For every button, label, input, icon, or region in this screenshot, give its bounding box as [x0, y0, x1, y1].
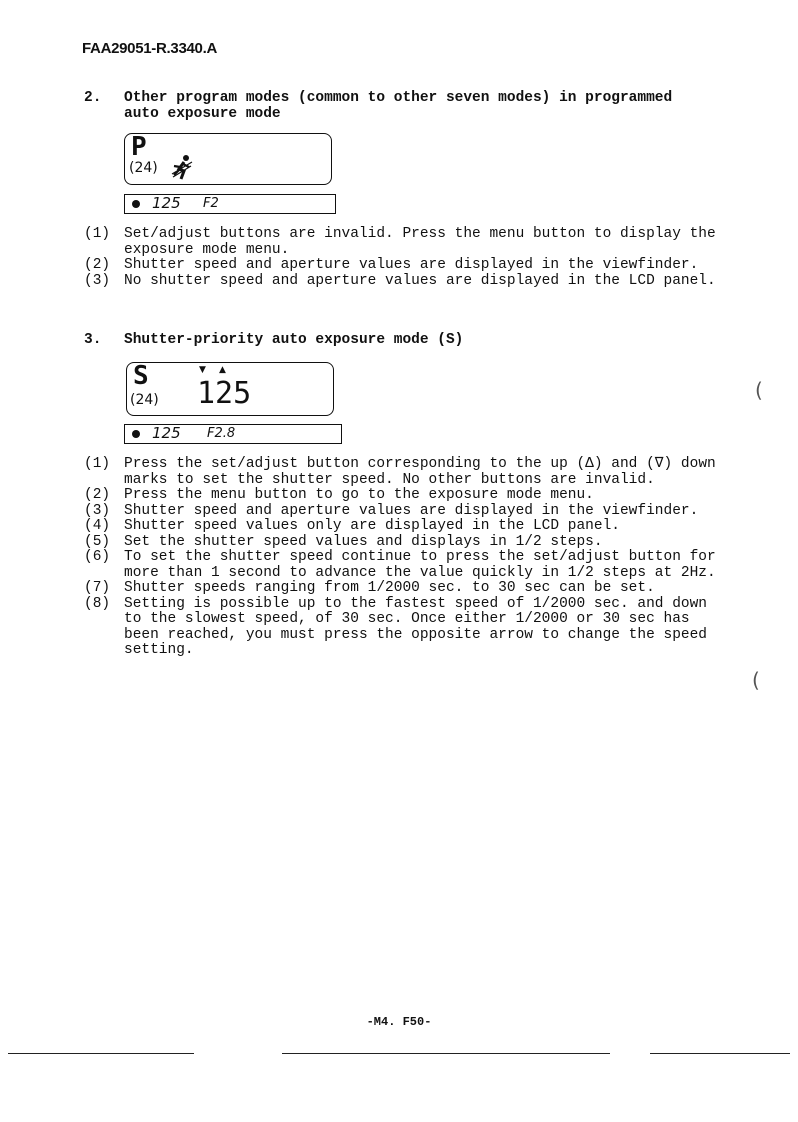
document-id: FAA29051-R.3340.A	[82, 40, 217, 57]
item-number: (1)	[84, 456, 111, 472]
list-item	[84, 227, 724, 258]
margin-hole-mark: (	[755, 378, 763, 402]
section-3-heading	[84, 332, 684, 348]
item-text: Shutter speed and aperture values are displayed in the viewfinder.	[124, 257, 699, 273]
up-mark-icon: ▲	[219, 365, 226, 375]
list-item	[84, 535, 724, 551]
section-number: 3.	[84, 332, 102, 348]
margin-hole-mark: (	[752, 668, 760, 692]
footer-rule-right	[650, 1053, 790, 1054]
mode-letter: S	[133, 361, 149, 391]
list-item	[84, 597, 724, 659]
section-3	[84, 332, 684, 348]
item-number: (4)	[84, 518, 111, 534]
focus-indicator-dot	[132, 200, 140, 208]
down-mark-icon: ▼	[199, 365, 206, 375]
section-title: Other program modes (common to other seven modes) in programmed auto exposure mode	[124, 90, 673, 122]
running-person-icon	[171, 154, 193, 180]
item-text: Press the menu button to go to the exposure mode menu.	[124, 487, 594, 503]
item-text: Shutter speeds ranging from 1/2000 sec. to 30 sec can be set.	[124, 580, 655, 596]
focus-indicator-dot	[132, 430, 140, 438]
item-number: (1)	[84, 226, 111, 242]
section-2	[84, 90, 684, 122]
item-text: Setting is possible up to the fastest speed of 1/2000 sec. and down to the slowest speed, of 30 sec. Once either 1/2000 or 30 sec has been reached, you must press the opposite arrow to change the speed setting.	[124, 595, 707, 658]
list-item	[84, 488, 724, 504]
page-footer: -M4. F50-	[366, 1015, 432, 1029]
viewfinder-shutter: 125	[152, 194, 181, 212]
list-item	[84, 274, 724, 290]
item-text: Press the set/adjust button corresponding to the up (Δ) and (∇) down marks to set the shutter speed. No other buttons are invalid.	[124, 456, 716, 488]
list-item	[84, 519, 724, 535]
section-2-items	[84, 227, 724, 289]
item-number: (8)	[84, 595, 111, 612]
viewfinder-display-shutter-priority	[124, 424, 342, 444]
frame-counter: (24)	[130, 392, 159, 408]
item-number: (2)	[84, 487, 111, 503]
item-number: (2)	[84, 257, 111, 273]
list-item	[84, 457, 724, 488]
section-2-list	[84, 227, 724, 289]
lcd-panel-program	[124, 133, 332, 185]
item-text: Shutter speed values only are displayed in the LCD panel.	[124, 518, 620, 534]
item-number: (3)	[84, 272, 111, 289]
item-number: (5)	[84, 533, 111, 550]
item-text: Set the shutter speed values and displays in 1/2 steps.	[124, 533, 603, 550]
item-text: No shutter speed and aperture values are displayed in the LCD panel.	[124, 272, 716, 289]
list-item	[84, 258, 724, 274]
frame-counter: (24)	[129, 160, 158, 176]
item-number: (6)	[84, 549, 111, 565]
list-item	[84, 504, 724, 520]
viewfinder-shutter: 125	[152, 424, 181, 442]
lcd-panel-shutter-priority	[126, 362, 334, 416]
footer-rule-left	[8, 1053, 194, 1054]
item-text: Shutter speed and aperture values are displayed in the viewfinder.	[124, 502, 699, 519]
viewfinder-aperture: F2	[203, 196, 219, 211]
item-number: (3)	[84, 502, 111, 519]
item-text: To set the shutter speed continue to press the set/adjust button for more than 1 second to advance the value quickly in 1/2 steps at 2Hz.	[124, 549, 716, 581]
section-title: Shutter-priority auto exposure mode (S)	[124, 332, 464, 348]
section-2-heading	[84, 90, 684, 122]
mode-letter: P	[131, 132, 147, 162]
viewfinder-aperture: F2.8	[207, 426, 236, 441]
lcd-shutter-speed: 125	[197, 376, 252, 411]
section-3-list	[84, 457, 724, 659]
viewfinder-display-program	[124, 194, 336, 214]
section-number: 2.	[84, 90, 102, 106]
list-item	[84, 581, 724, 597]
item-number: (7)	[84, 580, 111, 596]
footer-rule-center	[282, 1053, 610, 1054]
item-text: Set/adjust buttons are invalid. Press the menu button to display the exposure mode menu.	[124, 226, 716, 258]
section-3-items	[84, 457, 724, 659]
list-item	[84, 550, 724, 581]
